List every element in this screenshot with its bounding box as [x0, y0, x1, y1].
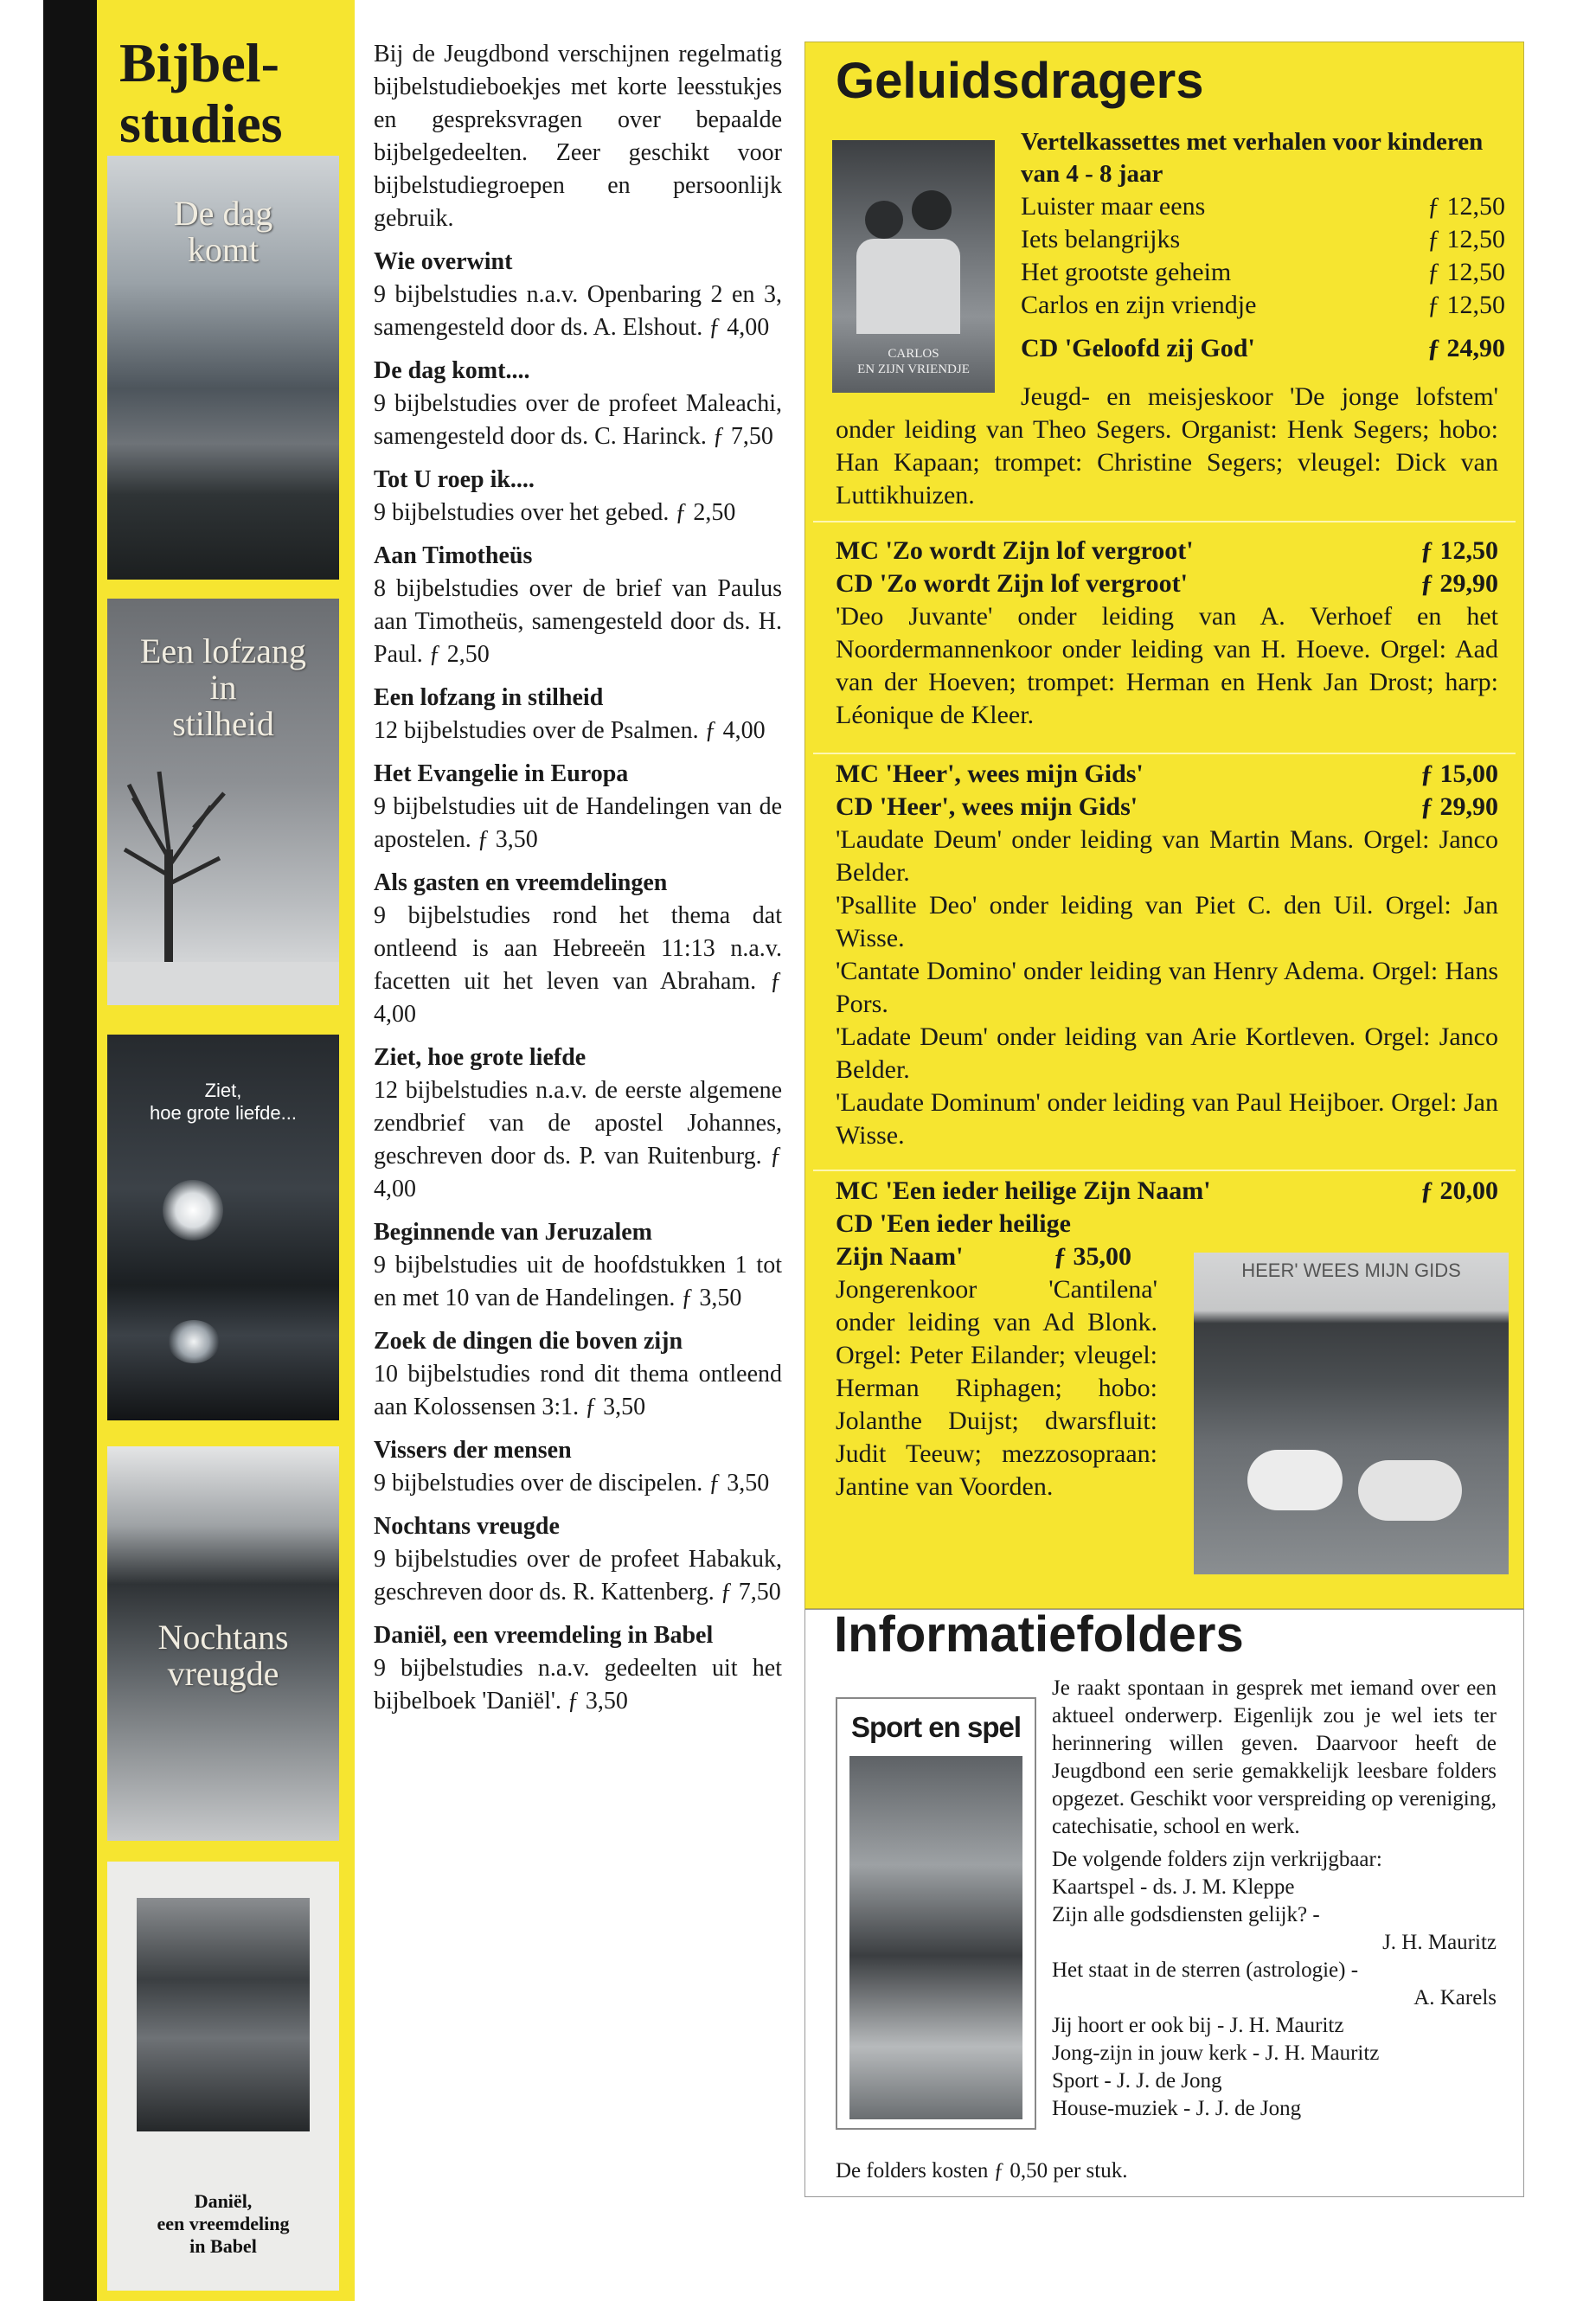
item-title: Het Evangelie in Europa — [374, 760, 629, 787]
cd-row: CD 'Heer', wees mijn Gids' ƒ 29,90 — [836, 792, 1498, 821]
item-desc: 9 bijbelstudies over de profeet Habakuk, geschreven door ds. R. Kattenberg. ƒ 7,50 — [374, 1546, 782, 1606]
list-item — [374, 682, 782, 747]
list-item — [374, 1434, 782, 1500]
zo-wordt-block — [836, 535, 1498, 732]
cassette-row: Iets belangrijks ƒ 12,50 — [1021, 225, 1505, 253]
list-item — [374, 1042, 782, 1206]
folder-footer: De folders kosten ƒ 0,50 per stuk. — [836, 2159, 1128, 2182]
een-ieder-text — [836, 1240, 1157, 1503]
item-title: Aan Timotheüs — [374, 542, 533, 569]
cover-title: Nochtans vreugde — [157, 1618, 289, 1693]
item-title: Zoek de dingen die boven zijn — [374, 1328, 683, 1355]
choir-line: 'Psallite Deo' onder leiding van Piet C. den Uil. Orgel: Jan Wisse. — [836, 891, 1498, 952]
cassette-cover-caption: CARLOS EN ZIJN VRIENDJE — [857, 347, 970, 376]
folder-cover — [836, 1697, 1036, 2130]
mc-row: MC 'Heer', wees mijn Gids' ƒ 15,00 — [836, 760, 1498, 788]
item-desc: 9 bijbelstudies over het gebed. ƒ 2,50 — [374, 499, 736, 526]
children-shirts — [856, 239, 960, 334]
item-title: Daniël, een vreemdeling in Babel — [374, 1622, 714, 1649]
item-desc: 10 bijbelstudies rond dit thema ontleend aan Kolossensen 3:1. ƒ 3,50 — [374, 1361, 782, 1420]
tree-illustration — [107, 599, 339, 1005]
item-desc: 12 bijbelstudies n.a.v. de eerste algemene zendbrief van de apostel Johannes, geschreven door ds. P. van Ruitenburg. ƒ 4,00 — [374, 1077, 782, 1202]
cover-subtitle: Ziet, hoe grote liefde... — [149, 1080, 297, 1124]
cover-title: De dag komt — [173, 194, 273, 269]
intro-text: Bij de Jeugdbond verschijnen regelmatig bijbelstudieboekjes met korte leesstukjes en gespreksvragen over bepaalde bijbelgedeelten. Zeer geschikt voor bijbelstudiegroepen en persoonlijk gebruik. — [374, 41, 782, 232]
cd4-description: Jongerenkoor 'Cantilena' onder leiding van Ad Blonk. Orgel: Peter Eilander; vleugel: Herman Riphagen; hobo: Jolanthe Duijst; dwarsfluit: Judit Teeuw; mezzosopraan: Jantine van Voorden. — [836, 1275, 1157, 1501]
choir-line: 'Laudate Dominum' onder leiding van Paul Heijboer. Orgel: Jan Wisse. — [836, 1088, 1498, 1150]
divider — [813, 521, 1516, 522]
mc-row: MC 'Een ieder heilige Zijn Naam' ƒ 20,00 — [836, 1176, 1498, 1205]
bijbelstudies-heading — [119, 33, 283, 154]
cover-ziet-hoe-grote-liefde — [107, 1035, 339, 1420]
item-desc: 12 bijbelstudies over de Psalmen. ƒ 4,00 — [374, 717, 766, 744]
sheep-icon — [1247, 1450, 1343, 1510]
folder-text — [1052, 1675, 1497, 2123]
choir-line: 'Ladate Deum' onder leiding van Arie Kortleven. Orgel: Janco Belder. — [836, 1022, 1498, 1084]
cassette-row: Carlos en zijn vriendje ƒ 12,50 — [1021, 291, 1505, 319]
cd2-description: 'Deo Juvante' onder leiding van A. Verhoef en het Noordermannenkoor onder leiding van H. Hoeve. Orgel: Aad van der Hoeven; trompet: Herman en Henk Jan Drost; harp: Léonique de Kleer. — [836, 602, 1498, 729]
folder-item: Zijn alle godsdiensten gelijk? - J. H. Mauritz — [1052, 1903, 1497, 1954]
list-item — [374, 758, 782, 856]
item-desc: 9 bijbelstudies over de profeet Maleachi, samengesteld door ds. C. Harinck. ƒ 7,50 — [374, 390, 782, 450]
cover-title: Een lofzang in stilheid — [139, 631, 307, 743]
cover-een-lofzang-in-stilheid — [107, 599, 339, 1005]
bijbelstudies-list — [374, 38, 782, 1718]
mc-row: MC 'Zo wordt Zijn lof vergroot' ƒ 12,50 — [836, 536, 1498, 565]
item-title: Wie overwint — [374, 248, 513, 275]
folder-item: Het staat in de sterren (astrologie) - A. Karels — [1052, 1958, 1497, 2009]
item-desc: 9 bijbelstudies uit de Handelingen van de apostelen. ƒ 3,50 — [374, 793, 782, 853]
item-title: Nochtans vreugde — [374, 1513, 560, 1540]
item-desc: 9 bijbelstudies n.a.v. gedeelten uit het bijbelboek 'Daniël'. ƒ 3,50 — [374, 1655, 782, 1715]
black-edge — [43, 0, 97, 2301]
item-title: Tot U roep ik.... — [374, 466, 535, 493]
cassette-block — [1021, 126, 1505, 365]
folder-item: Sport - J. J. de Jong — [1052, 2069, 1222, 2093]
folder-item: Kaartspel - ds. J. M. Kleppe — [1052, 1875, 1295, 1899]
cassette-cover-photo — [832, 140, 995, 393]
list-item — [374, 1510, 782, 1609]
cover-caption: Daniël, een vreemdeling in Babel — [157, 2190, 290, 2257]
item-title: Beginnende van Jeruzalem — [374, 1219, 652, 1246]
folder-item: Jong-zijn in jouw kerk - J. H. Mauritz — [1052, 2041, 1380, 2065]
sheep-photo — [1194, 1253, 1509, 1574]
list-item — [374, 540, 782, 671]
folder-cover-title: Sport en spel — [850, 1711, 1022, 1743]
folder-list-intro: De volgende folders zijn verkrijgbaar: — [1052, 1848, 1382, 1871]
list-item — [374, 464, 782, 529]
item-desc: 9 bijbelstudies n.a.v. Openbaring 2 en 3, samengesteld door ds. A. Elshout. ƒ 4,00 — [374, 281, 782, 341]
cd-row: CD 'Zo wordt Zijn lof vergroot' ƒ 29,90 — [836, 569, 1498, 598]
list-item — [374, 867, 782, 1031]
cassette-row: Luister maar eens ƒ 12,50 — [1021, 192, 1505, 221]
list-item — [374, 1325, 782, 1424]
item-title: De dag komt.... — [374, 357, 530, 384]
cd1-description: Jeugd- en meisjeskoor 'De jonge lofstem' onder leiding van Theo Segers. Organist: Henk Segers; hobo: Han Kapaan; trompet: Christine Segers; vleugel: Dick van Luttikhuizen. — [836, 382, 1498, 510]
cd-row: Zijn Naam' ƒ 35,00 — [836, 1242, 1131, 1271]
item-title: Als gasten en vreemdelingen — [374, 869, 668, 896]
heading-line-2: studies — [119, 93, 283, 154]
divider — [813, 1170, 1516, 1171]
een-ieder-block — [836, 1175, 1498, 1240]
heer-block — [836, 758, 1498, 1152]
cassette-header: Vertelkassettes met verhalen voor kinderen van 4 - 8 jaar — [1021, 128, 1484, 188]
cover-photo — [137, 1898, 310, 2131]
list-item — [374, 1216, 782, 1315]
folder-photo — [849, 1756, 1022, 2119]
item-desc: 9 bijbelstudies rond het thema dat ontleend is aan Hebreeën 11:13 n.a.v. facetten uit het leven van Abraham. ƒ 4,00 — [374, 902, 782, 1028]
folder-intro: Je raakt spontaan in gesprek met iemand over een aktueel onderwerp. Eigenlijk zou je wel iets ter herinnering willen geven. Daarvoor heeft de Jeugdbond een serie gemakkelijk leesbare folders opgezet. Geschikt voor verspreiding op vereniging, catechisatie, school en werk. — [1052, 1676, 1497, 1838]
heading-line-1: Bijbel- — [119, 32, 279, 93]
sheep-icon — [1358, 1460, 1462, 1521]
cd-title: CD 'Een ieder heilige — [836, 1209, 1071, 1238]
divider — [813, 753, 1516, 754]
list-item — [374, 1619, 782, 1718]
item-title: Ziet, hoe grote liefde — [374, 1044, 586, 1071]
cover-daniel — [107, 1862, 339, 2291]
photo-caption: HEER' WEES MIJN GIDS — [1241, 1259, 1461, 1281]
geluidsdragers-title: Geluidsdragers — [836, 53, 1204, 109]
sun-icon — [163, 1180, 223, 1240]
child-figure-icon — [865, 201, 903, 239]
choir-line: 'Laudate Deum' onder leiding van Martin Mans. Orgel: Janco Belder. — [836, 825, 1498, 887]
list-item — [374, 355, 782, 453]
item-desc: 8 bijbelstudies over de brief van Paulus aan Timotheüs, samengesteld door ds. H. Paul. ƒ 2,50 — [374, 575, 782, 668]
cover-de-dag-komt — [107, 156, 339, 580]
list-item — [374, 246, 782, 344]
informatiefolders-title: Informatiefolders — [834, 1606, 1244, 1663]
cassette-row: Het grootste geheim ƒ 12,50 — [1021, 258, 1505, 286]
item-title: Een lofzang in stilheid — [374, 684, 604, 711]
folder-item: House-muziek - J. J. de Jong — [1052, 2097, 1302, 2120]
folder-item: Jij hoort er ook bij - J. H. Mauritz — [1052, 2014, 1344, 2037]
item-desc: 9 bijbelstudies uit de hoofdstukken 1 tot en met 10 van de Handelingen. ƒ 3,50 — [374, 1252, 782, 1311]
item-desc: 9 bijbelstudies over de discipelen. ƒ 3,50 — [374, 1470, 770, 1497]
cover-nochtans-vreugde — [107, 1446, 339, 1841]
choir-line: 'Cantate Domino' onder leiding van Henry Adema. Orgel: Hans Pors. — [836, 957, 1498, 1018]
child-figure-icon — [912, 190, 952, 230]
cd-row: CD 'Geloofd zij God' ƒ 24,90 — [1021, 334, 1505, 362]
sun-reflection-icon — [168, 1320, 220, 1363]
item-title: Vissers der mensen — [374, 1437, 572, 1464]
